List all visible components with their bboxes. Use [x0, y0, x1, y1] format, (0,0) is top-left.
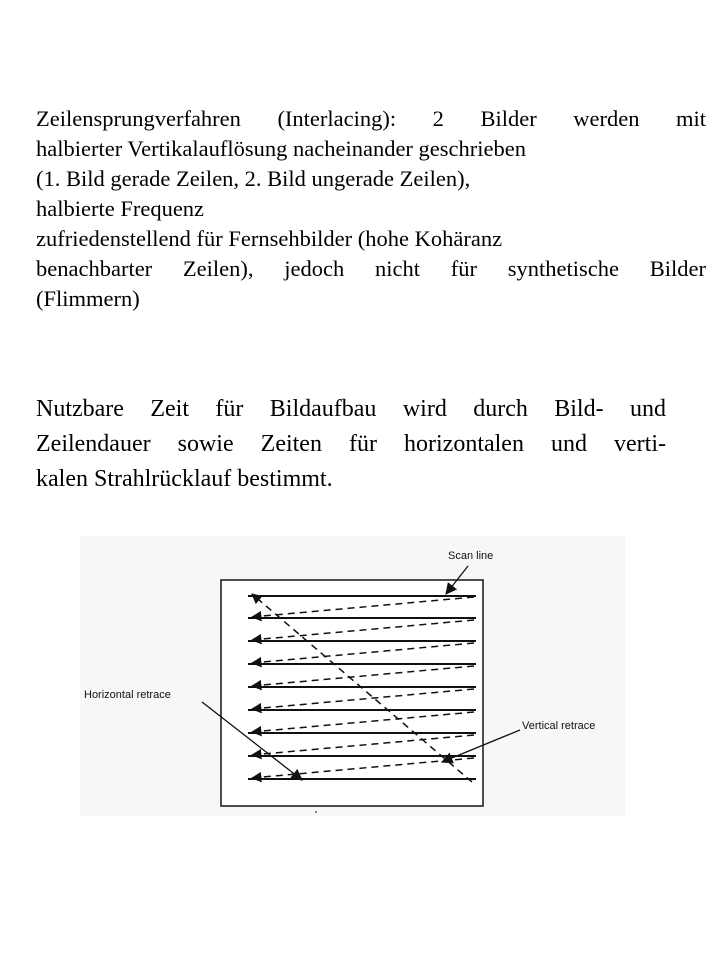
scan-line-label: Scan line [448, 550, 494, 562]
text-line: Nutzbare Zeit für Bildaufbau wird durch Bild- und [36, 396, 666, 422]
paragraph-timing [36, 392, 666, 497]
text-line: (1. Bild gerade Zeilen, 2. Bild ungerade Zeilen), [36, 166, 471, 191]
text-line: halbierter Vertikalauflösung nacheinander geschrieben [36, 136, 527, 161]
paragraph-interlacing [36, 104, 706, 314]
text-line: kalen Strahlrücklauf bestimmt. [36, 466, 333, 492]
text-line: zufriedenstellend für Fernsehbilder (hohe Kohäranz [36, 226, 503, 251]
text-line: Zeilendauer sowie Zeiten für horizontalen und verti- [36, 431, 666, 457]
text-line: benachbarter Zeilen), jedoch nicht für synthetische Bilder [36, 256, 706, 281]
text-line: halbierte Frequenz [36, 196, 205, 221]
text-line: (Flimmern) [36, 286, 140, 311]
scan-speck [315, 811, 317, 813]
screen-frame [221, 580, 483, 806]
vertical-retrace-label: Vertical retrace [522, 720, 596, 732]
horizontal-retrace-label: Horizontal retrace [84, 689, 171, 701]
raster-scan-figure [80, 536, 625, 816]
raster-scan-diagram [80, 536, 625, 816]
text-line: Zeilensprungverfahren (Interlacing): 2 Bilder werden mit [36, 106, 706, 131]
